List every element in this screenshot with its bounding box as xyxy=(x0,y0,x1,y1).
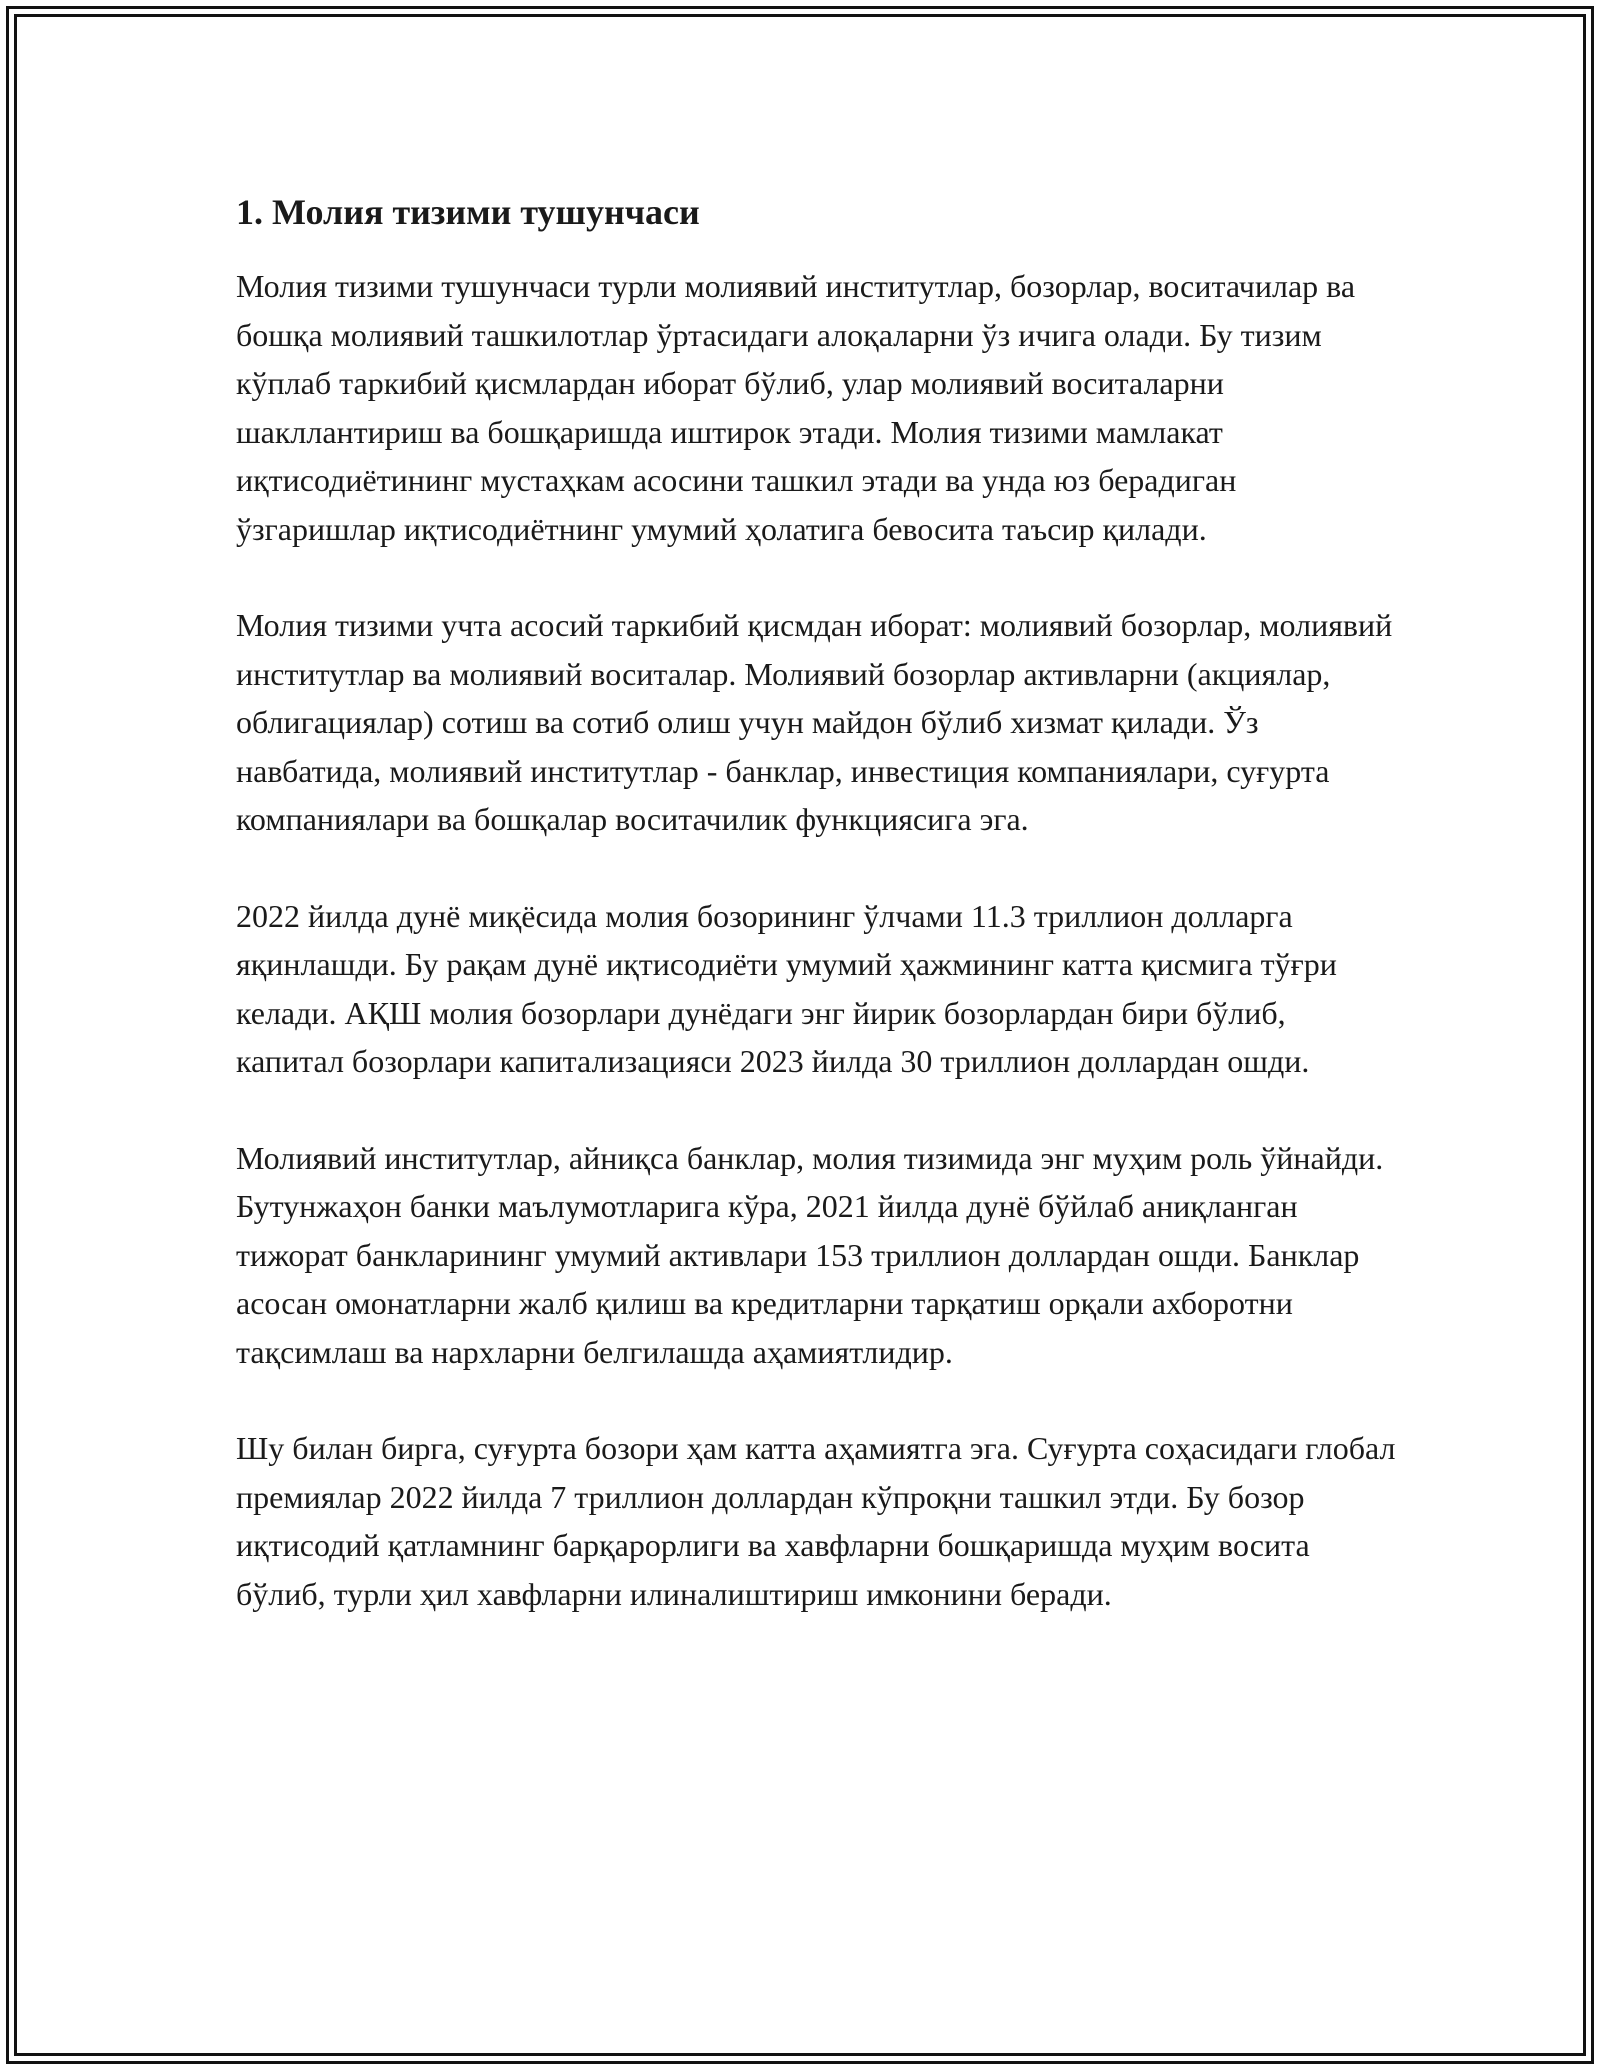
paragraph-insurance: Шу билан бирга, суғурта бозори ҳам катта аҳамиятга эга. Суғурта соҳасидаги глобал премиялар 2022 йилда 7 триллион доллардан кўпроқни ташкил этди. Бу бозор иқтисодий қатламнинг барқарорлиги ва хавфларни бошқаришда муҳим восита бўлиб, турли ҳил хавфларни илиналиштириш имконини беради. xyxy=(236,1430,1396,1612)
section-heading: 1. Молия тизими тушунчаси xyxy=(236,192,700,232)
paragraph-components: Молия тизими учта асосий таркибий қисмдан иборат: молиявий бозорлар, молиявий институтлар ва молиявий воситалар. Молиявий бозорлар активларни (акциялар, облигациялар) сотиш ва сотиб олиш учун майдон бўлиб хизмат қилади. Ўз навбатида, молиявий институтлар - банклар, инвестиция компаниялари, суғурта компаниялари ва бошқалар воситачилик функциясига эга. xyxy=(236,607,1393,837)
paragraph-financial-system-concept: Молия тизими тушунчаси турли молиявий институтлар, бозорлар, воситачилар ва бошқа молиявий ташкилотлар ўртасидаги алоқаларни ўз ичига олади. Бу тизим кўплаб таркибий қисмлардан иборат бўлиб, улар молиявий воситаларни шакллантириш ва бошқаришда иштирок этади. Молия тизими мамлакат иқтисодиётининг мустаҳкам асосини ташкил этади ва унда юз берадиган ўзгаришлар иқтисодиётнинг умумий ҳолатига бевосита таъсир қилади. xyxy=(236,268,1356,547)
document-body xyxy=(236,188,1396,1618)
paragraph-market-size: 2022 йилда дунё миқёсида молия бозорининг ўлчами 11.3 триллион долларга яқинлашди. Бу рақам дунё иқтисодиёти умумий ҳажмининг катта қисмига тўғри келади. АҚШ молия бозорлари дунёдаги энг йирик бозорлардан бири бўлиб, капитал бозорлари капитализацияси 2023 йилда 30 триллион доллардан ошди. xyxy=(236,897,1337,1079)
paragraph-banks: Молиявий институтлар, айниқса банклар, молия тизимида энг муҳим роль ўйнайди. Бутунжаҳон банки маълумотларига кўра, 2021 йилда дунё бўйлаб аниқланган тижорат банкларининг умумий активлари 153 триллион доллардан ошди. Банклар асосан омонатларни жалб қилиш ва кредитларни тарқатиш орқали ахборотни тақсимлаш ва нархларни белгилашда аҳамиятлидир. xyxy=(236,1139,1384,1370)
